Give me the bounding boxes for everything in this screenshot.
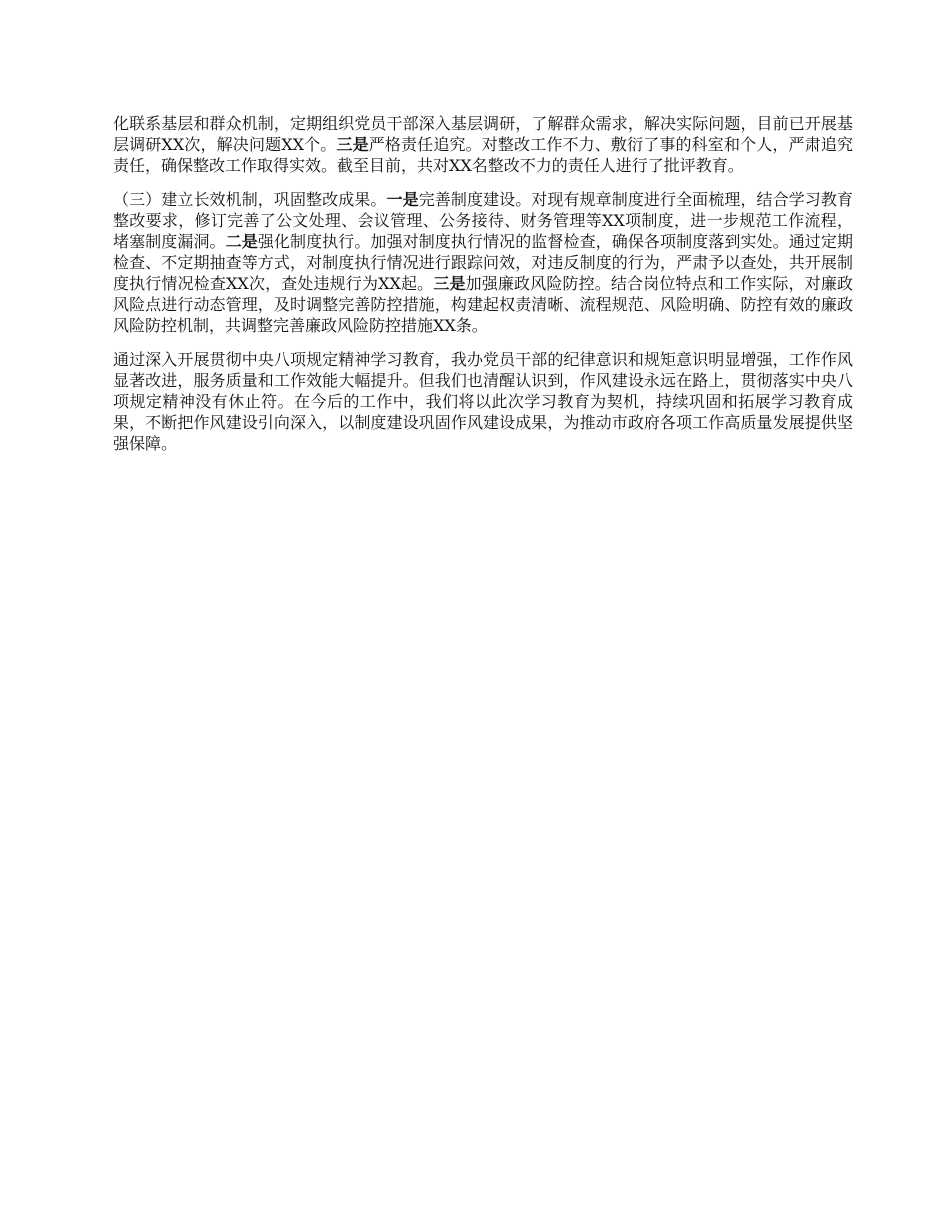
paragraph-3 [113, 349, 853, 454]
section-heading: （三）建立长效机制，巩固整改成果。 [113, 190, 387, 209]
emphasis-sanshi: 三是 [336, 135, 369, 154]
paragraph-2-text: 强化制度执行。加强对制度执行情况的监督检查，确保各项制度落到实处。通过定期检查、不定期抽查等方式，对制度执行情况进行跟踪问效，对违反制度的行为，严肃予以查处，共开展制度执行情况检查XX次，查处违规行为XX起。 [113, 232, 853, 293]
paragraph-2-text: 完善制度建设。对现有规章制度进行全面梳理，结合学习教育整改要求，修订完善了公文处理、会议管理、公务接待、财务管理等XX项制度，进一步规范工作流程，堵塞制度漏洞。 [113, 190, 853, 251]
paragraph-1-text: 严格责任追究。对整改工作不力、敷衍了事的科室和个人，严肃追究责任，确保整改工作取得实效。截至目前，共对XX名整改不力的责任人进行了批评教育。 [113, 135, 853, 175]
emphasis-sanshi: 三是 [433, 274, 466, 293]
paragraph-1-text: 化联系基层和群众机制，定期组织党员干部深入基层调研，了解群众需求，解决实际问题，目前已开展基层调研XX次，解决问题XX个。 [113, 114, 853, 154]
paragraph-1 [113, 113, 853, 176]
emphasis-yishi: 一是 [386, 190, 419, 209]
document-body [113, 113, 853, 467]
paragraph-3-text: 通过深入开展贯彻中央八项规定精神学习教育，我办党员干部的纪律意识和规矩意识明显增强，工作作风显著改进，服务质量和工作效能大幅提升。但我们也清醒认识到，作风建设永远在路上，贯彻落实中央八项规定精神没有休止符。在今后的工作中，我们将以此次学习教育为契机，持续巩固和拓展学习教育成果，不断把作风建设引向深入，以制度建设巩固作风建设成果，为推动市政府各项工作高质量发展提供坚强保障。 [113, 350, 853, 453]
paragraph-2-text: 加强廉政风险防控。结合岗位特点和工作实际，对廉政风险点进行动态管理，及时调整完善防控措施，构建起权责清晰、流程规范、风险明确、防控有效的廉政风险防控机制，共调整完善廉政风险防控措施XX条。 [113, 274, 853, 335]
paragraph-2 [113, 189, 853, 336]
emphasis-ershi: 二是 [225, 232, 258, 251]
